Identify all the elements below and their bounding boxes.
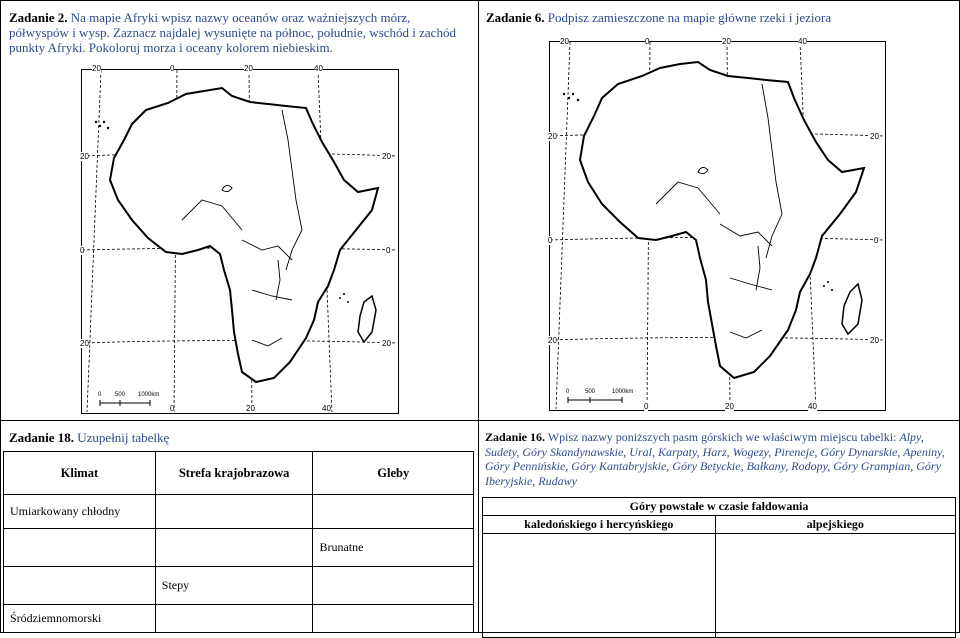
task16-title-row (483, 498, 956, 516)
map-left-scale-1000: 1000km (138, 392, 160, 398)
cell-r1-klimat: Umiarkowany chłodny (4, 495, 156, 529)
map-right-scale-500: 500 (585, 389, 596, 395)
task6-text: Podpisz zamieszczone na mapie główne rzeki i jeziora (547, 10, 832, 25)
map-left-coord-right-1: 20 (382, 152, 391, 161)
map-left-coord-left-2: 0 (80, 246, 85, 255)
map-right-coord-top-3: 20 (722, 37, 731, 46)
header-strefa: Strefa krajobrazowa (155, 452, 313, 495)
task6-instructions (486, 10, 946, 25)
cell-r2-gleby: Brunatne (313, 529, 474, 567)
task18-row-2 (4, 529, 474, 567)
map-right-scale (568, 397, 622, 403)
task16-instructions (485, 430, 955, 488)
task16-mountains-list: Alpy, Sudety, Góry Skandynawskie, Ural, Karpaty, Harz, Wogezy, Pireneje, Góry Dynarskie, Apeniny, Góry Pennińskie, Góry Kantabryjskie, Góry Betyckie, Bałkany, Rodopy, Góry Grampian, Góry Iberyjskie, Rudawy (485, 430, 945, 488)
map-right-coord-top-2: 0 (645, 37, 650, 46)
africa-outline-left (82, 70, 397, 412)
header-kaledonskie: kaledońskiego i hercyńskiego (483, 516, 716, 534)
task16-number: Zadanie 16. (485, 430, 546, 444)
cell-r4-klimat: Śródziemnomorski (4, 605, 156, 633)
task18-text: Uzupełnij tabelkę (77, 430, 170, 445)
answer-alpejskie[interactable] (715, 534, 955, 638)
task16-answer-row (483, 534, 956, 638)
task18-number: Zadanie 18. (9, 430, 75, 445)
cell-r3-gleby[interactable] (313, 567, 474, 605)
map-right-coord-top-1: 20 (560, 37, 569, 46)
map-right-coord-top-4: 40 (798, 37, 807, 46)
cell-r2-strefa[interactable] (155, 529, 313, 567)
task16-table (482, 497, 956, 638)
map-right-coord-left-3: 20 (548, 336, 557, 345)
divider-horizontal (0, 420, 960, 421)
africa-map-right (548, 37, 886, 411)
header-alpejskie: alpejskiego (715, 516, 955, 534)
map-right-scale-1000: 1000km (612, 389, 634, 395)
map-left-coord-top-2: 0 (170, 64, 175, 73)
task2-instructions (9, 10, 469, 55)
task18-header-row (4, 452, 474, 495)
header-klimat: Klimat (4, 452, 156, 495)
map-left-coord-top-4: 40 (314, 64, 323, 73)
map-left-coord-right-3: 20 (382, 339, 391, 348)
border-left (0, 0, 1, 633)
cell-r1-strefa[interactable] (155, 495, 313, 529)
map-right-coord-bottom-1: 0 (644, 402, 649, 411)
cell-r2-klimat[interactable] (4, 529, 156, 567)
map-left-coord-bottom-1: 0 (170, 404, 175, 413)
task18-row-4 (4, 605, 474, 633)
task18-instructions (9, 430, 469, 445)
map-right-coord-left-2: 0 (548, 236, 553, 245)
africa-outline-right (550, 42, 884, 409)
map-left-scale-0: 0 (98, 392, 102, 398)
divider-vertical (478, 0, 479, 633)
cell-r1-gleby[interactable] (313, 495, 474, 529)
map-right-scale-0: 0 (566, 389, 570, 395)
map-left-scale (100, 400, 150, 406)
map-left-coord-top-3: 20 (244, 64, 253, 73)
answer-kaledonskie[interactable] (483, 534, 716, 638)
border-top (0, 0, 960, 1)
task6-number: Zadanie 6. (486, 10, 545, 25)
map-left-coord-bottom-2: 20 (246, 404, 255, 413)
task16-text: Wpisz nazwy poniższych pasm górskich we właściwym miejscu tabelki: (547, 430, 897, 444)
header-gleby: Gleby (313, 452, 474, 495)
map-right-coord-right-2: 0 (874, 236, 879, 245)
cell-r3-klimat[interactable] (4, 567, 156, 605)
task2-text: Na mapie Afryki wpisz nazwy oceanów oraz ważniejszych mórz, półwyspów i wysp. Zaznacz najdalej wysunięte na północ, południe, wschód i zachód punkty Afryki. Pokoloruj morza i oceany kolorem niebieskim. (9, 10, 456, 55)
task2-number: Zadanie 2. (9, 10, 68, 25)
task18-row-1 (4, 495, 474, 529)
map-left-scale-500: 500 (115, 392, 126, 398)
cell-r3-strefa: Stepy (155, 567, 313, 605)
map-right-coord-bottom-2: 20 (725, 402, 734, 411)
map-right-coord-left-1: 20 (548, 132, 557, 141)
map-left-coord-left-1: 20 (80, 152, 89, 161)
map-left-coord-left-3: 20 (80, 339, 89, 348)
map-left-coord-top-1: 20 (92, 64, 101, 73)
cell-r4-strefa[interactable] (155, 605, 313, 633)
task18-table (3, 451, 474, 633)
map-right-coord-right-3: 20 (870, 336, 879, 345)
map-right-coord-bottom-3: 40 (808, 402, 817, 411)
africa-map-left (80, 64, 399, 414)
cell-r4-gleby[interactable] (313, 605, 474, 633)
map-right-coord-right-1: 20 (870, 132, 879, 141)
map-left-coord-bottom-3: 40 (322, 404, 331, 413)
map-left-coord-right-2: 0 (386, 246, 391, 255)
task16-header-row (483, 516, 956, 534)
task16-table-title: Góry powstałe w czasie fałdowania (483, 498, 956, 516)
task18-row-3 (4, 567, 474, 605)
